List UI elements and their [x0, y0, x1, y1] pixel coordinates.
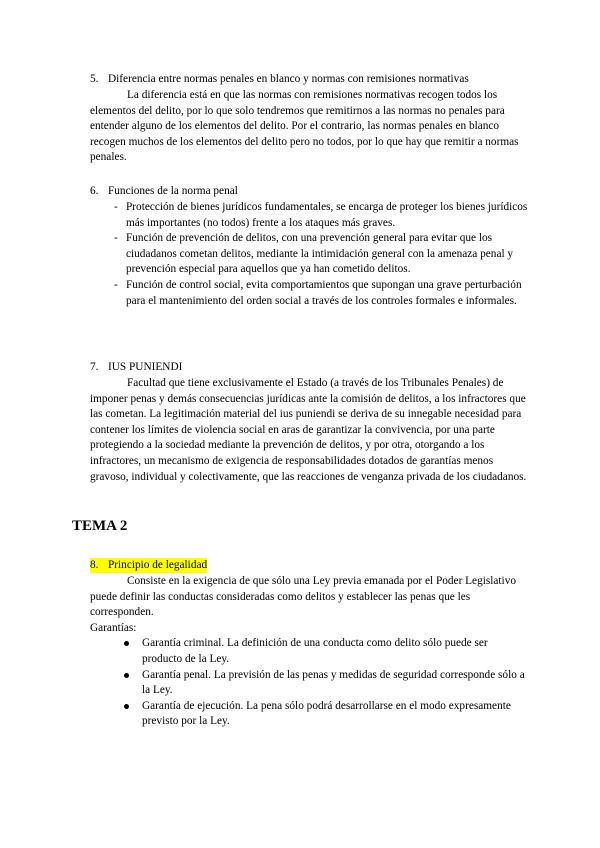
section-7-paragraph: Facultad que tiene exclusivamente el Estado (a través de los Tribunales Penales) de imponer penas y demás consecuencias jurídicas ante la comisión de delitos, a los infractores que las cometan. La legitimación material del ius puniendi se deriva de su innegable necesidad para contener los límites de violencia social en aras de garantizar la convivencia, por una parte protegiendo a la sociedad mediante la prevención de delitos, y por otra, otorgando a los infractores, un mecanismo de exigencia de responsabilidades dotados de garantías menos gravoso, individual y colectivamente, que las reacciones de venganza privada de los ciudadanos.	[90, 377, 527, 483]
section-5	[90, 72, 530, 166]
section-8-paragraph: Consiste en la exigencia de que sólo una Ley previa emanada por el Poder Legislativo puede definir las conductas consideradas como delitos y establecer las penas que les corresponden.	[90, 575, 516, 619]
list-item	[90, 668, 530, 699]
list-item-text: Garantía penal. La previsión de las penas y medidas de seguridad corresponde sólo a la Ley.	[142, 668, 525, 697]
section-6	[90, 184, 530, 309]
list-item-text: Función de control social, evita comportamientos que supongan una grave perturbación para el mantenimiento del orden social a través de los controles formales e informales.	[126, 278, 522, 307]
list-item-text: Función de prevención de delitos, con una prevención general para evitar que los ciudadanos cometan delitos, mediante la intimidación general con la amenaza penal y prevención especial para aquellos que ya han cometido delitos.	[126, 232, 514, 276]
list-item-text: Garantía de ejecución. La pena sólo podrá desarrollarse en el modo expresamente previsto por la Ley.	[142, 699, 511, 728]
section-5-number: 5.	[90, 73, 99, 85]
section-5-heading: Diferencia entre normas penales en blanco y normas con remisiones normativas	[108, 73, 469, 85]
section-8-highlight	[90, 558, 207, 573]
garantias-list	[90, 636, 530, 730]
section-6-heading: Funciones de la norma penal	[108, 185, 238, 197]
section-7-heading-row	[90, 360, 530, 375]
list-item	[90, 699, 530, 730]
list-item-text: Protección de bienes jurídicos fundamentales, se encarga de proteger los bienes jurídicos más importantes (no todos) frente a los ataques más graves.	[126, 201, 528, 229]
section-7	[90, 360, 530, 485]
list-item-text: Garantía criminal. La definición de una conducta como delito sólo puede ser producto de la Ley.	[142, 637, 488, 665]
dash-marker: -	[114, 201, 118, 213]
section-6-number: 6.	[90, 185, 99, 197]
section-8-heading: Principio de legalidad	[108, 559, 208, 571]
section-6-heading-row	[90, 184, 530, 199]
list-item	[92, 200, 530, 231]
tema-title: TEMA 2	[72, 518, 128, 534]
dash-marker: -	[114, 232, 118, 245]
section-5-paragraph: La diferencia está en que las normas con remisiones normativas recogen todos los elementos del delito, por lo que solo tendremos que remitirnos a las normas no penales para entender alguno de los elementos del delito. Por el contrario, las normas penales en blanco recogen muchos de los elementos del delito pero no todos, por lo que hay que remitir a normas penales.	[90, 89, 519, 164]
bullet-icon	[124, 673, 129, 678]
section-8-heading-row	[90, 558, 530, 573]
list-item	[90, 636, 530, 667]
section-5-heading-row	[90, 72, 530, 87]
section-7-heading: IUS PUNIENDI	[108, 361, 183, 373]
list-item	[92, 231, 530, 278]
section-6-list	[90, 200, 530, 309]
garantias-label: Garantías:	[90, 621, 137, 634]
bullet-icon	[124, 641, 129, 646]
list-item	[92, 278, 530, 309]
dash-marker: -	[114, 278, 118, 291]
section-7-number: 7.	[90, 361, 99, 373]
bullet-icon	[124, 704, 129, 709]
section-8	[90, 558, 530, 730]
section-8-number: 8.	[90, 559, 99, 571]
